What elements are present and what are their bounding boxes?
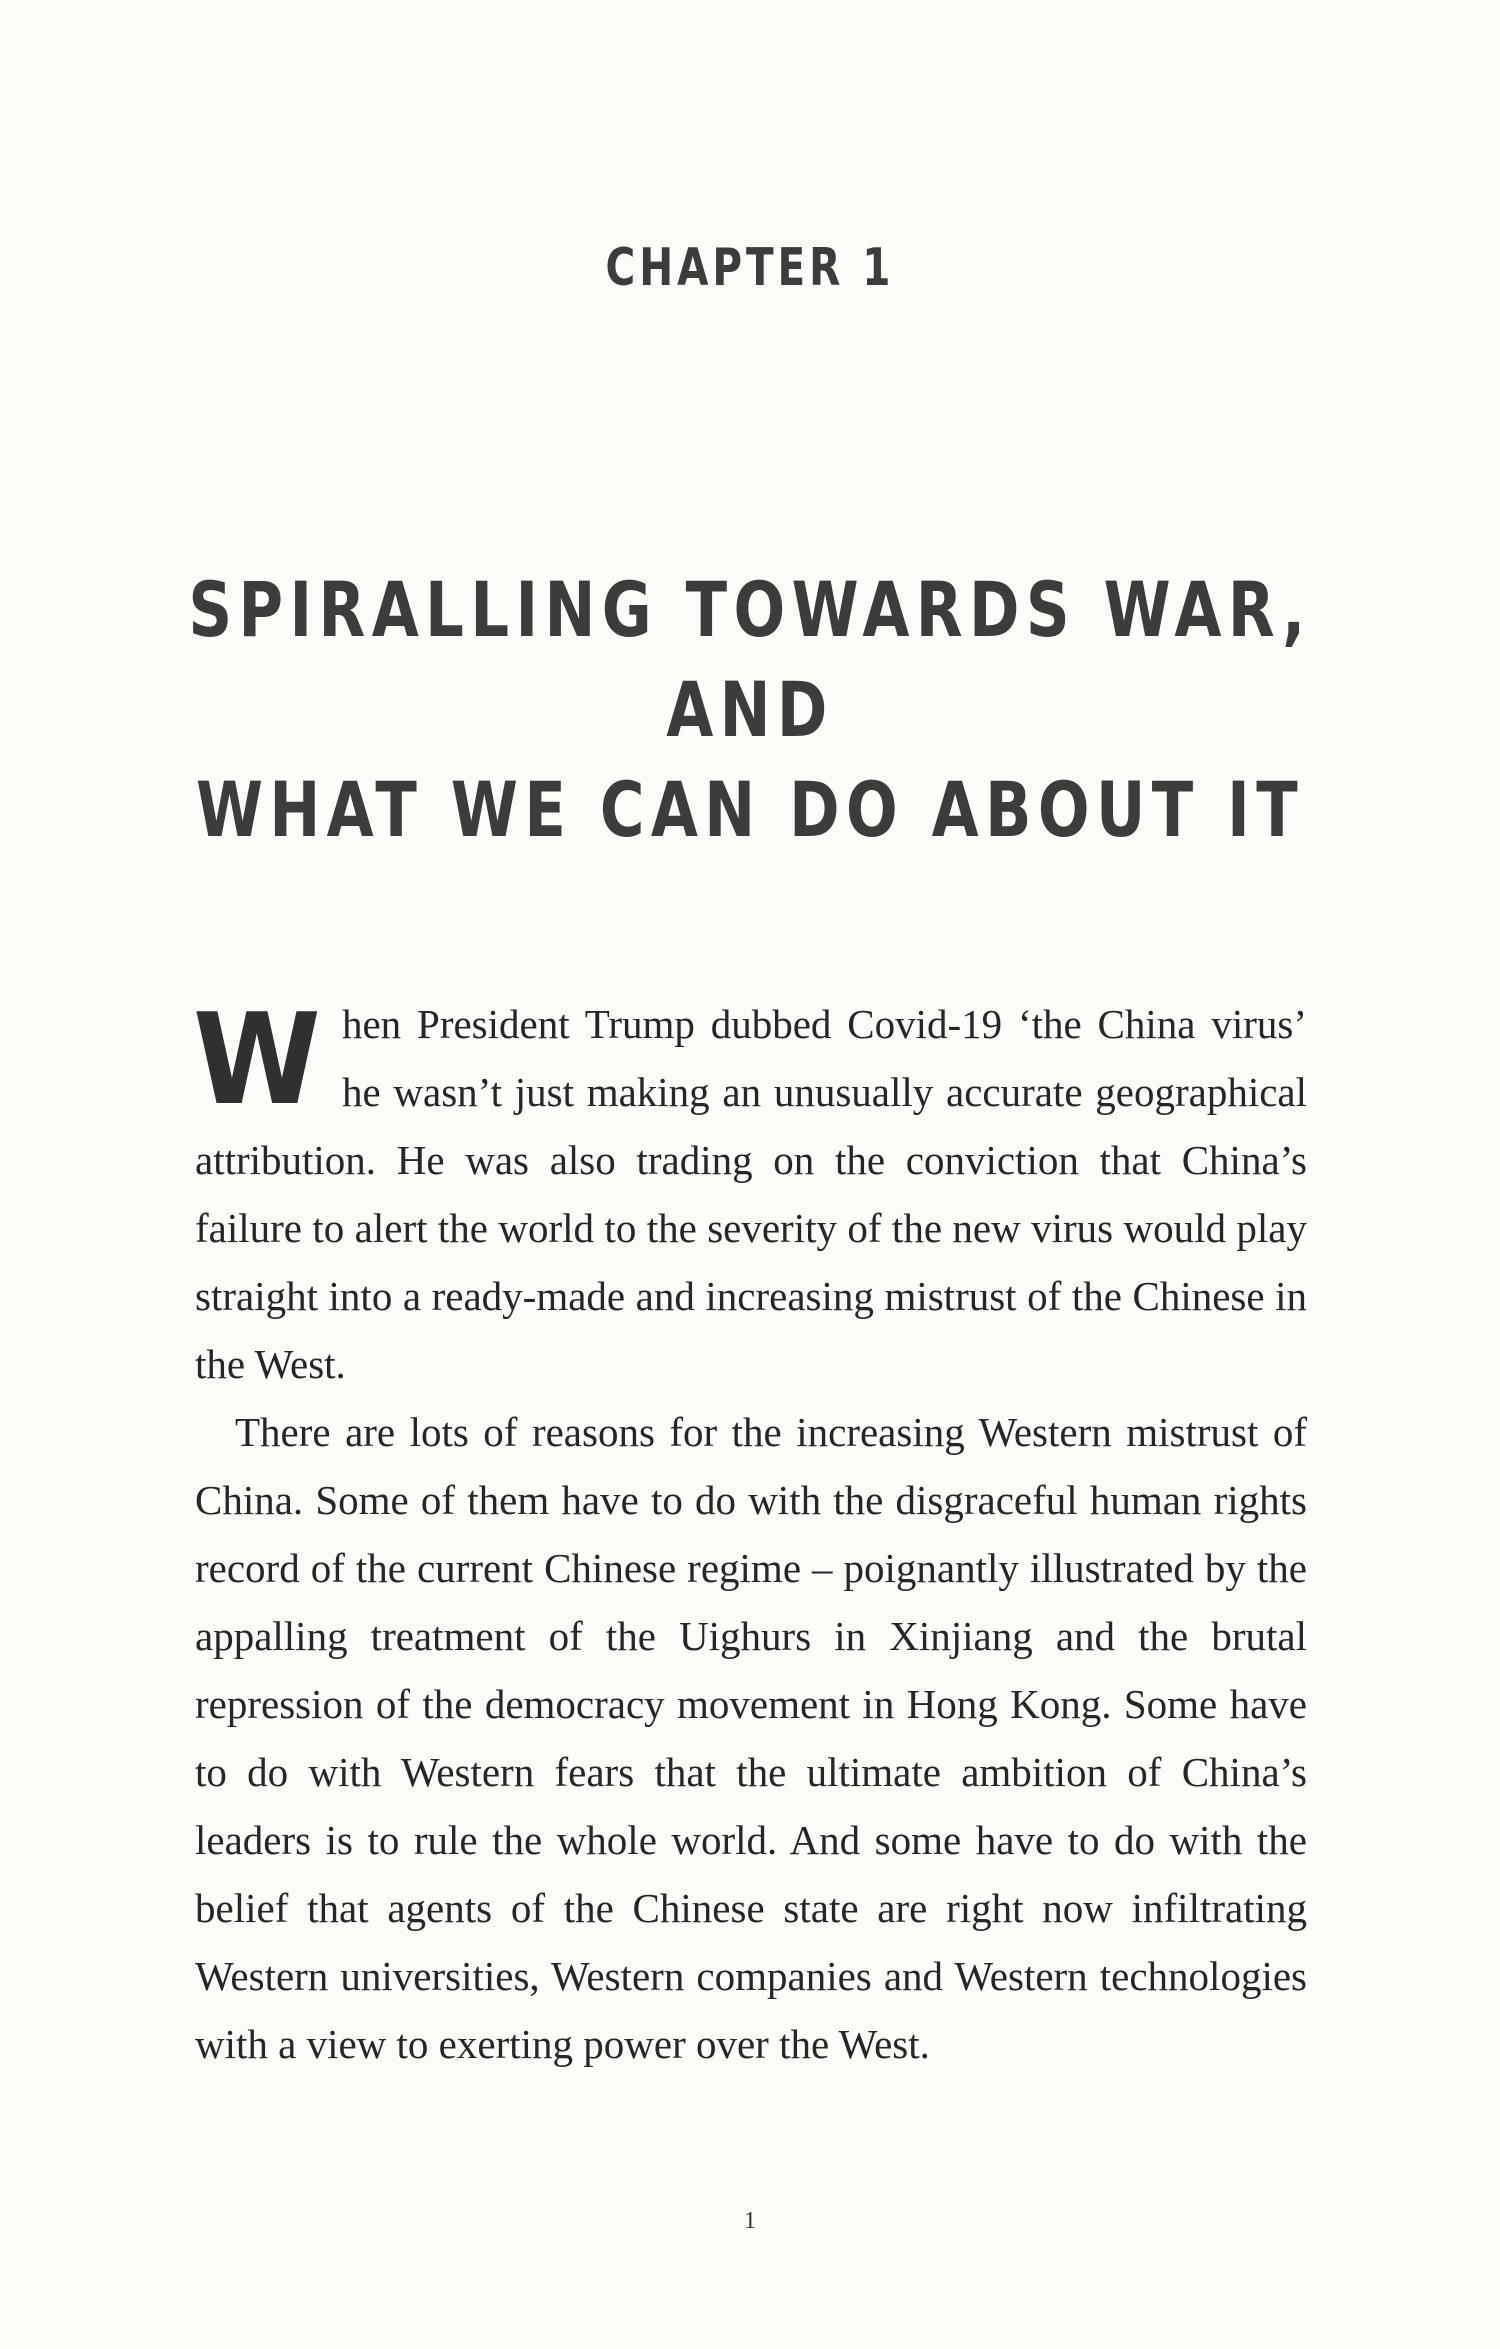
paragraph-1-text: hen President Trump dubbed Covid-19 ‘the China virus’ he wasn’t just making an unusually accurate geographical attribution. He was also trading on the conviction that China’s failure to alert the world to the severity of the new virus would play straight into a ready-made and increasing mistrust of the Chinese in the West. (195, 1001, 1307, 1387)
chapter-title (150, 560, 1350, 860)
paragraph-1 (193, 986, 1307, 1398)
chapter-title-line-2: WHAT WE CAN DO ABOUT IT (195, 765, 1305, 854)
body-text (193, 986, 1307, 2078)
drop-cap: W (193, 986, 321, 1133)
page-number: 1 (744, 2208, 756, 2234)
chapter-label: CHAPTER 1 (605, 238, 895, 298)
paragraph-2: There are lots of reasons for the increasing Western mistrust of China. Some of them have to do with the disgraceful human rights record of the current Chinese regime – poignantly illustrated by the appalling treatment of the Uighurs in Xinjiang and the brutal repression of the democracy movement in Hong Kong. Some have to do with Western fears that the ultimate ambition of China’s leaders is to rule the whole world. And some have to do with the belief that agents of the Chinese state are right now infiltrating Western universities, Western companies and Western technologies with a view to exerting power over the West. (195, 1409, 1307, 2067)
chapter-title-line-1: SPIRALLING TOWARDS WAR, AND (188, 565, 1312, 754)
